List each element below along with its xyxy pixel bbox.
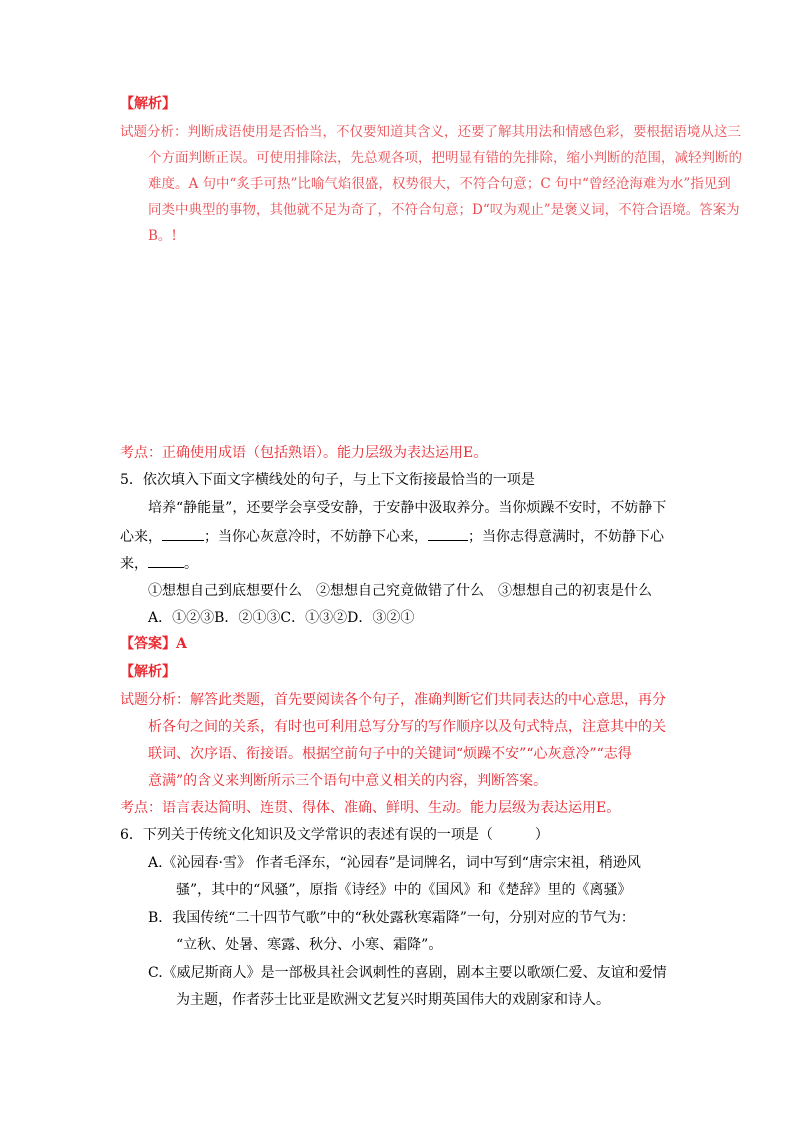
- question-5-options: A．①②③B．②①③C．①③②D．③②①: [148, 610, 415, 626]
- option-a-line: A.《沁园春·雪》 作者毛泽东，“沁园春”是词牌名，词中写到“唐宗宋祖，稍逊风: [148, 855, 641, 871]
- analysis-line: 试题分析：解答此类题，首先要阅读各个句子，准确判断它们共同表达的中心意思，再分: [120, 692, 666, 708]
- passage-text: ；当你志得意满时，不妨静下心: [468, 529, 664, 545]
- fill-blank-2: [428, 526, 468, 541]
- passage-text: 心来，: [120, 529, 162, 545]
- analysis-line: B。!: [148, 228, 177, 244]
- jiexi-label-1: 【解析】: [120, 96, 176, 112]
- question-6-stem: 6．下列关于传统文化知识及文学常识的表述有误的一项是（ ）: [120, 827, 549, 843]
- passage-line: [120, 553, 198, 574]
- option-a-line: 骚”，其中的“风骚”，原指《诗经》中的《国风》和《楚辞》里的《离骚》: [176, 882, 632, 898]
- analysis-line: 难度。A 句中“炙手可热”比喻气焰很盛，权势很大，不符合句意；C 句中“曾经沧海难为水”指见到: [148, 176, 731, 192]
- jiexi-label-2: 【解析】: [120, 664, 176, 680]
- analysis-line: 析各句之间的关系，有时也可利用总写分写的写作顺序以及句式特点，注意其中的关: [148, 719, 666, 735]
- option-c-line: C.《威尼斯商人》是一部极具社会讽刺性的喜剧，剧本主要以歌颂仁爱、友谊和爱情: [148, 965, 667, 981]
- kaodian-2: 考点：语言表达简明、连贯、得体、准确、鲜明、生动。能力层级为表达运用E。: [120, 800, 621, 816]
- kaodian-1: 考点：正确使用成语（包括熟语）。能力层级为表达运用E。: [120, 445, 488, 461]
- option-b-line: “立秋、处暑、寒露、秋分、小寒、霜降”。: [176, 937, 443, 953]
- analysis-line: 意满”的含义来判断所示三个语句中意义相关的内容，判断答案。: [148, 773, 548, 789]
- option-c-line: 为主题，作者莎士比亚是欧洲文艺复兴时期英国伟大的戏剧家和诗人。: [176, 992, 610, 1008]
- passage-line: [120, 526, 664, 547]
- question-5-stem: 5．依次填入下面文字横线处的句子，与上下文衔接最恰当的一项是: [120, 472, 535, 488]
- option-b-line: B．我国传统“二十四节气歌”中的“秋处露秋寒霜降”一句，分别对应的节气为：: [148, 910, 635, 926]
- fill-blank-1: [162, 526, 204, 541]
- analysis-line: 联词、次序语、衔接语。根据空前句子中的关键词“烦躁不安”“心灰意冷”“志得: [148, 746, 632, 762]
- analysis-line: 个方面判断正误。可使用排除法，先总观各项，把明显有错的先排除，缩小判断的范围，减轻判断的: [148, 150, 742, 166]
- analysis-line: 同类中典型的事物，其他就不足为奇了，不符合句意；D“叹为观止”是褒义词，不符合语境。答案为: [148, 202, 740, 218]
- passage-text: ；当你心灰意冷时，不妨静下心来，: [204, 529, 428, 545]
- answer-label: 【答案】A: [120, 636, 187, 652]
- analysis-line: 试题分析：判断成语使用是否恰当，不仅要知道其含义，还要了解其用法和情感色彩，要根据语境从这三: [120, 124, 741, 140]
- fill-blank-3: [148, 553, 184, 568]
- question-5-items: ①想想自己到底想要什么 ②想想自己究竟做错了什么 ③想想自己的初衷是什么: [148, 583, 652, 599]
- passage-text: 来，: [120, 556, 148, 572]
- passage-line: 培养“静能量”，还要学会享受安静，于安静中汲取养分。当你烦躁不安时，不妨静下: [148, 500, 667, 516]
- passage-text: 。: [184, 556, 198, 572]
